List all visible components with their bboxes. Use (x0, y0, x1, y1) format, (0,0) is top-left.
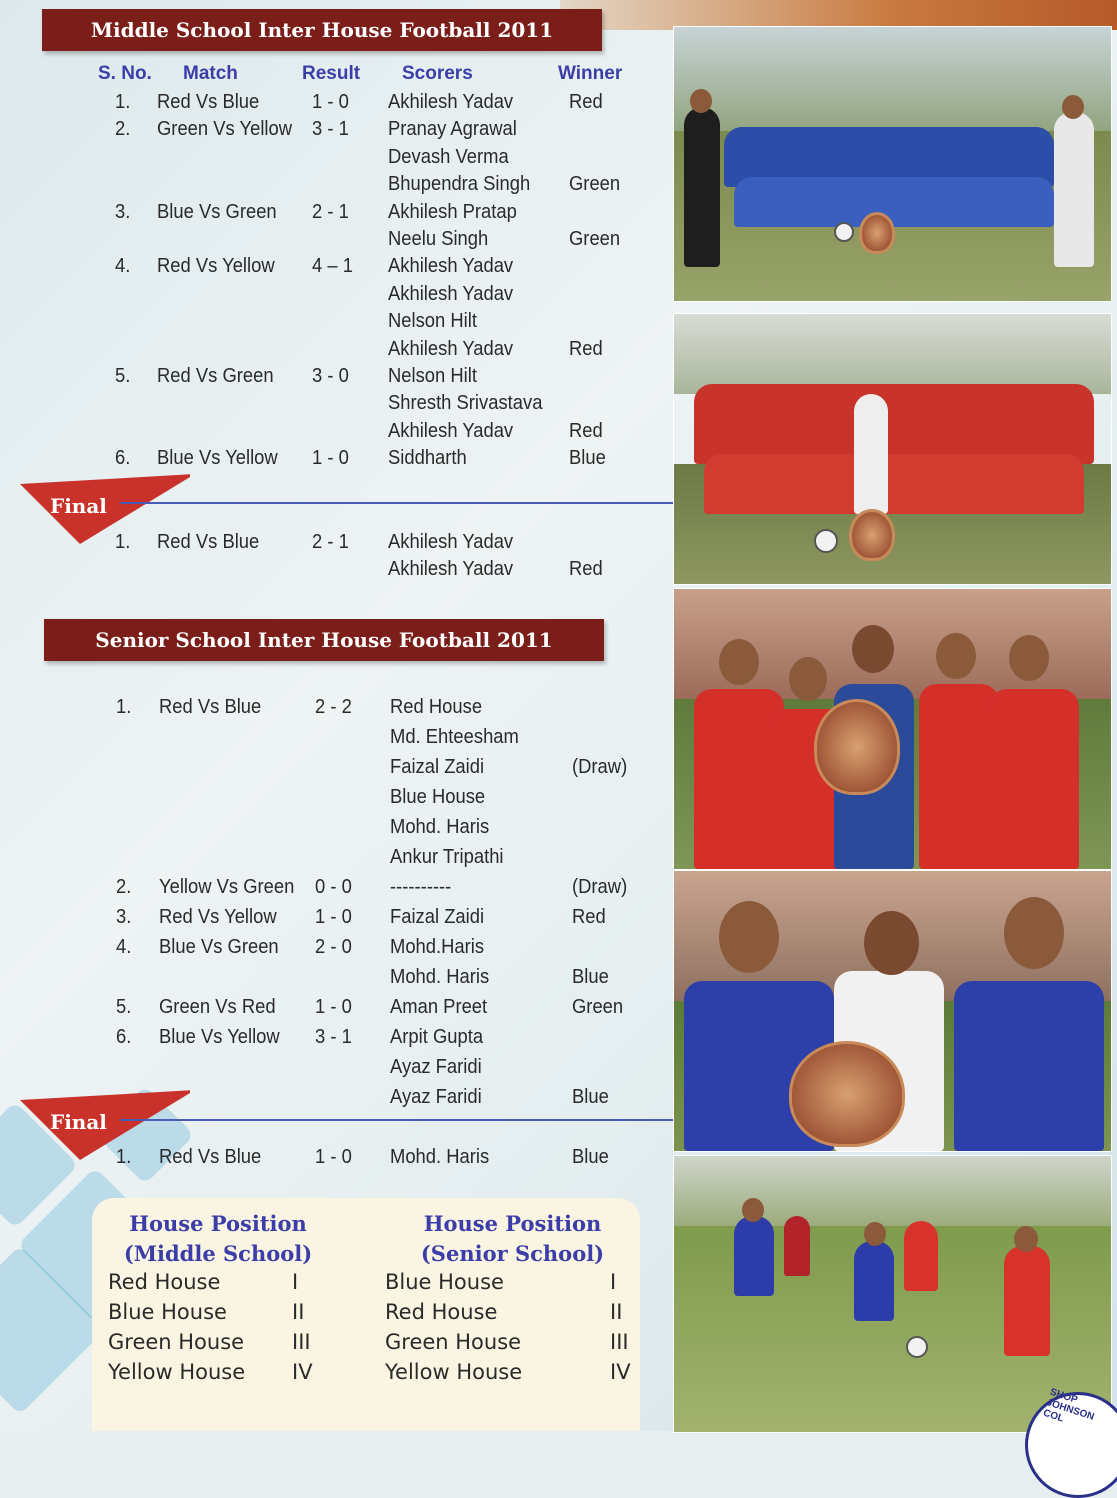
row-match: Green Vs Red (159, 996, 276, 1018)
middle-position-heading (108, 1209, 328, 1269)
photo-red-house-celebration (673, 313, 1112, 585)
row-scorer: Blue House (390, 786, 486, 808)
position-rank: II (610, 1300, 623, 1324)
row-match: Blue Vs Yellow (157, 447, 278, 470)
row-result: 2 - 0 (315, 936, 352, 958)
position-rank: I (292, 1270, 299, 1294)
middle-position-heading-line1: House Position (129, 1211, 307, 1236)
senior-final-tag (20, 1090, 180, 1154)
row-match: Red Vs Yellow (157, 255, 275, 278)
row-winner: Blue (569, 447, 606, 470)
photo-red-house-trophy (673, 588, 1112, 870)
row-sno: 5. (116, 996, 132, 1018)
row-scorer: ---------- (390, 876, 452, 898)
senior-final-label: Final (50, 1110, 107, 1134)
row-sno: 1. (116, 696, 132, 718)
row-scorer: Akhilesh Yadav (388, 337, 514, 360)
row-scorer: Arpit Gupta (390, 1026, 484, 1048)
senior-school-title: Senior School Inter House Football 2011 (95, 628, 553, 652)
row-winner: Green (569, 173, 621, 196)
row-winner: (Draw) (572, 876, 628, 898)
position-rank: II (292, 1300, 305, 1324)
row-result: 3 - 0 (312, 365, 349, 387)
row-scorer: Faizal Zaidi (390, 756, 485, 778)
header-sno: S. No. (98, 63, 152, 84)
row-scorer: Mohd.Haris (390, 936, 485, 958)
row-scorer: Devash Verma (388, 145, 509, 168)
row-match: Green Vs Yellow (157, 118, 293, 141)
row-winner: Red (569, 558, 603, 580)
row-scorer: Akhilesh Yadav (388, 255, 514, 278)
header-match: Match (183, 63, 238, 84)
senior-position-heading-line1: House Position (423, 1211, 602, 1236)
row-winner: Blue (572, 1146, 609, 1168)
row-result: 1 - 0 (315, 906, 352, 928)
position-house: Red House (108, 1270, 221, 1294)
position-house: Yellow House (385, 1360, 523, 1384)
header-scorers: Scorers (402, 63, 473, 84)
row-sno: 2. (116, 876, 132, 898)
row-winner: Red (569, 91, 603, 113)
row-match: Red Vs Blue (159, 696, 262, 718)
row-result: 1 - 0 (312, 91, 349, 113)
row-scorer: Mohd. Haris (390, 816, 490, 838)
row-sno: 1. (115, 531, 131, 553)
row-result: 3 - 1 (312, 118, 349, 141)
row-match: Red Vs Green (157, 365, 274, 387)
photo-blue-house-trophy (673, 870, 1112, 1152)
row-scorer: Siddharth (388, 447, 467, 470)
row-sno: 3. (115, 200, 131, 223)
row-match: Red Vs Blue (157, 531, 260, 553)
row-sno: 4. (116, 936, 132, 958)
row-scorer: Neelu Singh (388, 228, 489, 250)
row-match: Blue Vs Yellow (159, 1026, 280, 1048)
row-match: Yellow Vs Green (159, 876, 295, 898)
row-match: Blue Vs Green (157, 200, 277, 223)
position-house: Blue House (108, 1300, 227, 1324)
college-seal-text: SHOP JOHNSON COL (1041, 1386, 1096, 1425)
position-house: Red House (385, 1300, 498, 1324)
row-scorer: Akhilesh Yadav (388, 531, 514, 553)
row-winner: Blue (572, 966, 609, 988)
row-sno: 6. (116, 1026, 132, 1048)
row-scorer: Akhilesh Pratap (388, 200, 517, 223)
row-scorer: Mohd. Haris (390, 966, 490, 988)
row-result: 2 - 1 (312, 531, 349, 553)
row-result: 2 - 2 (315, 696, 352, 718)
position-rank: IV (292, 1360, 313, 1384)
row-winner: Red (572, 906, 606, 928)
row-scorer: Bhupendra Singh (388, 173, 531, 196)
row-scorer: Ankur Tripathi (390, 846, 504, 868)
position-house: Blue House (385, 1270, 504, 1294)
middle-school-title: Middle School Inter House Football 2011 (90, 18, 554, 42)
row-scorer: Mohd. Haris (390, 1146, 490, 1168)
middle-final-label: Final (50, 494, 107, 518)
photo-middle-team-group (673, 26, 1112, 302)
senior-final-rule (120, 1119, 673, 1121)
header-winner: Winner (558, 63, 623, 84)
position-house: Green House (108, 1330, 245, 1354)
row-match: Blue Vs Green (159, 936, 279, 958)
row-scorer: Akhilesh Yadav (388, 558, 514, 580)
row-scorer: Akhilesh Yadav (388, 282, 514, 305)
row-scorer: Shresth Srivastava (388, 392, 543, 415)
row-match: Red Vs Blue (157, 91, 260, 113)
middle-school-title-banner (42, 9, 602, 51)
row-winner: Blue (572, 1086, 609, 1108)
row-result: 0 - 0 (315, 876, 352, 898)
position-rank: III (610, 1330, 629, 1354)
row-scorer: Ayaz Faridi (390, 1056, 482, 1078)
photo-football-match (673, 1155, 1112, 1433)
senior-position-heading (400, 1209, 625, 1269)
row-scorer: Nelson Hilt (388, 310, 477, 333)
row-scorer: Red House (390, 696, 483, 718)
row-scorer: Pranay Agrawal (388, 118, 517, 141)
row-result: 1 - 0 (315, 1146, 352, 1168)
row-sno: 1. (116, 1146, 132, 1168)
row-winner: Red (569, 419, 603, 442)
row-sno: 5. (115, 365, 131, 387)
row-winner: Green (569, 228, 621, 250)
position-rank: IV (610, 1360, 631, 1384)
row-sno: 6. (115, 447, 131, 470)
row-scorer: Faizal Zaidi (390, 906, 485, 928)
middle-final-tag (20, 474, 180, 538)
position-house: Yellow House (108, 1360, 246, 1384)
row-scorer: Nelson Hilt (388, 365, 477, 387)
row-result: 2 - 1 (312, 200, 349, 223)
row-match: Red Vs Blue (159, 1146, 262, 1168)
row-sno: 1. (115, 91, 131, 113)
row-scorer: Akhilesh Yadav (388, 91, 514, 113)
position-rank: III (292, 1330, 311, 1354)
row-sno: 3. (116, 906, 132, 928)
row-winner: (Draw) (572, 756, 628, 778)
row-result: 1 - 0 (315, 996, 352, 1018)
row-scorer: Md. Ehteesham (390, 726, 519, 748)
middle-final-rule (120, 502, 673, 504)
position-rank: I (610, 1270, 617, 1294)
senior-school-title-banner (44, 619, 604, 661)
row-scorer: Ayaz Faridi (390, 1086, 482, 1108)
senior-position-heading-line2: (Senior School) (420, 1241, 605, 1266)
row-sno: 2. (115, 118, 131, 141)
header-result: Result (302, 63, 361, 84)
position-house: Green House (385, 1330, 522, 1354)
row-sno: 4. (115, 255, 131, 278)
row-scorer: Aman Preet (390, 996, 488, 1018)
row-match: Red Vs Yellow (159, 906, 277, 928)
middle-position-heading-line2: (Middle School) (123, 1241, 313, 1266)
row-winner: Green (572, 996, 624, 1018)
row-result: 4 – 1 (312, 255, 353, 278)
row-result: 3 - 1 (315, 1026, 352, 1048)
row-scorer: Akhilesh Yadav (388, 419, 514, 442)
row-result: 1 - 0 (312, 447, 349, 470)
row-winner: Red (569, 337, 603, 360)
